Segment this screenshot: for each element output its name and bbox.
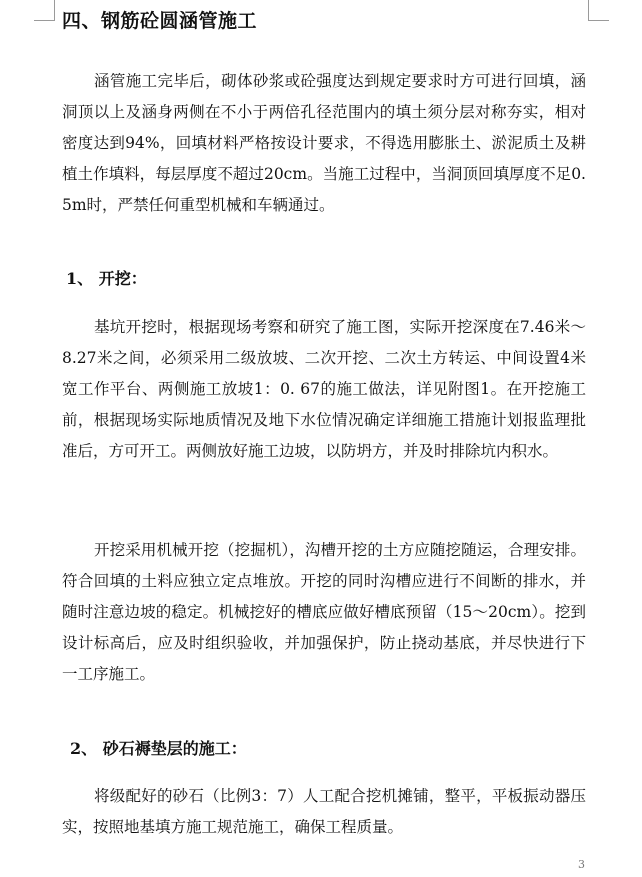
subsection-1-paragraph-2: 开挖采用机械开挖（挖掘机），沟槽开挖的土方应随挖随运，合理安排。符合回填的土料应独立定点堆放。开挖的同时沟槽应进行不间断的排水，并随时注意边坡的稳定。机械挖好的槽底应做好槽底预留（15～20cm）。挖到设计标高后，应及时组织验收，并加强保护，防止挠动基底，并尽快进行下一工序施工。 (62, 541, 586, 683)
margin-mark-top-left (34, 0, 55, 21)
intro-paragraph: 涵管施工完毕后，砌体砂浆或砼强度达到规定要求时方可进行回填，涵洞顶以上及涵身两侧在不小于两倍孔径范围内的填土须分层对称夯实，相对密度达到94%，回填材料严格按设计要求，不得选用膨胀土、淤泥质土及耕植土作填料，每层厚度不超过20cm。当施工过程中，当洞顶回填厚度不足0.5m时，严禁任何重型机械和车辆通过。 (62, 72, 586, 214)
page-number: 3 (578, 858, 585, 871)
margin-mark-top-right (588, 0, 609, 21)
section-title: 四、钢筋砼圆涵管施工 (62, 10, 258, 32)
subsection-1-title: 1、 开挖： (66, 269, 147, 288)
subsection-2-paragraph-1: 将级配好的砂石（比例3：7）人工配合挖机摊铺，整平，平板振动器压实，按照地基填方施工规范施工，确保工程质量。 (62, 787, 586, 836)
subsection-1-paragraph-1: 基坑开挖时，根据现场考察和研究了施工图，实际开挖深度在7.46米～8.27米之间，必须采用二级放坡、二次开挖、二次土方转运、中间设置4米宽工作平台、两侧施工放坡1：0. 67的施工做法，详见附图1。在开挖施工前，根据现场实际地质情况及地下水位情况确定详细施工措施计划报监理批准后，方可开工。两侧放好施工边坡，以防坍方，并及时排除坑内积水。 (62, 318, 586, 460)
subsection-2-title: 2、 砂石褥垫层的施工： (70, 739, 247, 758)
